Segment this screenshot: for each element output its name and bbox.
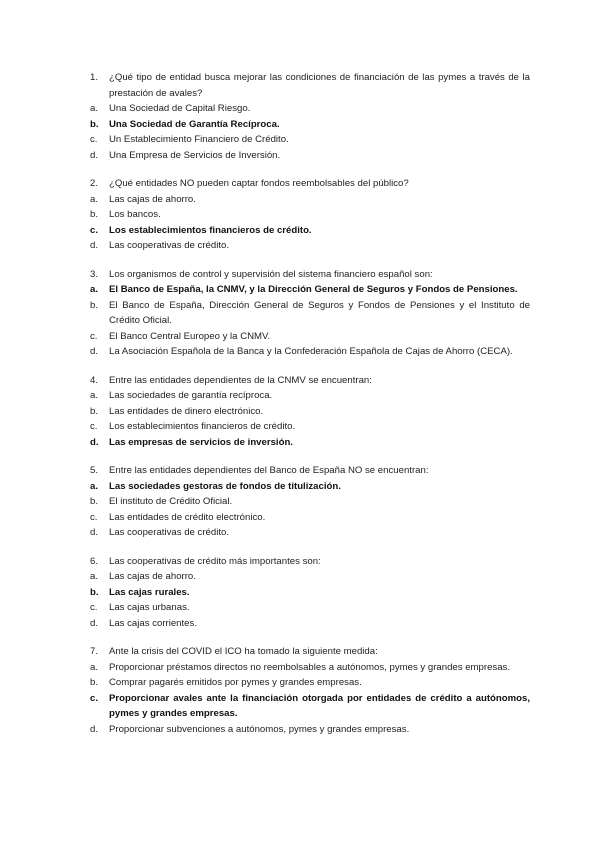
answer-option — [90, 148, 530, 164]
answer-option — [90, 101, 530, 117]
answer-option-correct — [90, 479, 530, 495]
question-row — [90, 373, 530, 389]
option-letter: c. — [90, 134, 98, 145]
answer-option — [90, 192, 530, 208]
option-text: La Asociación Española de la Banca y la Confederación Española de Cajas de Ahorro (CECA). — [109, 346, 513, 357]
option-text: Las cajas corrientes. — [109, 617, 197, 629]
answer-option — [90, 525, 530, 541]
option-letter: c. — [90, 692, 99, 704]
answer-option-correct — [90, 117, 530, 133]
question-number: 7. — [90, 646, 99, 657]
question-row — [90, 70, 530, 101]
option-letter: b. — [90, 299, 99, 311]
option-text: Las cooperativas de crédito. — [109, 240, 229, 251]
question-block — [90, 267, 530, 360]
option-text: Un Establecimiento Financiero de Crédito. — [109, 134, 289, 145]
answer-option — [90, 207, 530, 223]
question-row — [90, 463, 530, 479]
answer-option-correct — [90, 435, 530, 451]
option-text: El Banco de España, Dirección General de Seguros y Fondos de Pensiones y el Instituto de Crédito Oficial. — [109, 299, 530, 326]
answer-option — [90, 722, 530, 738]
option-text: El Banco de España, la CNMV, y la Dirección General de Seguros y Fondos de Pensiones. — [109, 284, 518, 295]
option-letter: c. — [90, 602, 98, 613]
option-text: Una Empresa de Servicios de Inversión. — [109, 149, 281, 161]
option-letter: d. — [90, 723, 99, 735]
option-text: Las cajas rurales. — [109, 586, 190, 598]
option-text: Los establecimientos financieros de crédito. — [109, 421, 296, 432]
option-text: Las sociedades de garantía recíproca. — [109, 390, 273, 401]
question-row — [90, 176, 530, 192]
question-number: 5. — [90, 465, 99, 476]
answer-option — [90, 388, 530, 404]
option-text: Proporcionar avales ante la financiación otorgada por entidades de crédito a autónomos, pymes y grandes empresas. — [109, 692, 530, 719]
option-letter: c. — [90, 330, 98, 342]
question-block — [90, 373, 530, 451]
option-text: El instituto de Crédito Oficial. — [109, 496, 233, 507]
question-text: Las cooperativas de crédito más importantes son: — [109, 555, 321, 567]
option-letter: a. — [90, 390, 99, 401]
option-letter: d. — [90, 149, 99, 161]
quiz-content — [90, 70, 530, 750]
option-letter: b. — [90, 496, 99, 507]
question-text: Entre las entidades dependientes de la CNMV se encuentran: — [109, 374, 372, 386]
option-letter: d. — [90, 346, 99, 357]
question-block — [90, 70, 530, 163]
question-number: 4. — [90, 374, 99, 386]
answer-option — [90, 329, 530, 345]
option-text: Los establecimientos financieros de crédito. — [109, 224, 312, 236]
option-letter: b. — [90, 677, 99, 688]
answer-option-correct — [90, 585, 530, 601]
answer-option — [90, 344, 530, 360]
question-number: 1. — [90, 72, 99, 83]
option-text: Las sociedades gestoras de fondos de titulización. — [109, 480, 341, 492]
question-text: ¿Qué entidades NO pueden captar fondos reembolsables del público? — [109, 178, 409, 189]
option-letter: d. — [90, 527, 99, 538]
question-number: 2. — [90, 178, 99, 189]
question-row — [90, 644, 530, 660]
question-text: Los organismos de control y supervisión del sistema financiero español son: — [109, 268, 433, 280]
option-letter: d. — [90, 617, 99, 629]
question-row — [90, 554, 530, 570]
option-text: El Banco Central Europeo y la CNMV. — [109, 330, 271, 342]
option-letter: d. — [90, 436, 99, 448]
option-text: Proporcionar préstamos directos no reembolsables a autónomos, pymes y grandes empresas. — [109, 661, 511, 673]
option-letter: b. — [90, 118, 99, 130]
answer-option-correct — [90, 282, 530, 298]
answer-option — [90, 600, 530, 616]
answer-option — [90, 419, 530, 435]
answer-option — [90, 616, 530, 632]
answer-option — [90, 132, 530, 148]
question-block — [90, 176, 530, 254]
option-text: Las entidades de dinero electrónico. — [109, 405, 264, 417]
answer-option-correct — [90, 223, 530, 239]
option-text: Una Sociedad de Capital Riesgo. — [109, 103, 251, 114]
option-letter: a. — [90, 103, 99, 114]
option-letter: a. — [90, 480, 99, 492]
question-text: Entre las entidades dependientes del Banco de España NO se encuentran: — [109, 465, 429, 476]
question-block — [90, 463, 530, 541]
option-letter: b. — [90, 586, 99, 598]
answer-option — [90, 510, 530, 526]
answer-option — [90, 298, 530, 329]
question-number: 6. — [90, 555, 99, 567]
answer-option — [90, 238, 530, 254]
option-letter: a. — [90, 661, 99, 673]
option-text: Una Sociedad de Garantía Recíproca. — [109, 118, 280, 130]
question-block — [90, 554, 530, 632]
option-text: Las empresas de servicios de inversión. — [109, 436, 293, 448]
question-text: ¿Qué tipo de entidad busca mejorar las condiciones de financiación de las pymes a través de la prestación de avales? — [109, 72, 530, 99]
question-block — [90, 644, 530, 737]
option-letter: a. — [90, 571, 99, 582]
option-letter: c. — [90, 511, 98, 523]
option-text: Las cajas urbanas. — [109, 602, 190, 613]
answer-option — [90, 675, 530, 691]
option-text: Comprar pagarés emitidos por pymes y grandes empresas. — [109, 677, 362, 688]
question-text: Ante la crisis del COVID el ICO ha tomado la siguiente medida: — [109, 646, 378, 657]
question-row — [90, 267, 530, 283]
option-letter: c. — [90, 224, 99, 236]
question-number: 3. — [90, 268, 99, 280]
option-text: Las cajas de ahorro. — [109, 571, 196, 582]
option-letter: b. — [90, 405, 99, 417]
answer-option — [90, 569, 530, 585]
answer-option — [90, 494, 530, 510]
option-text: Las cajas de ahorro. — [109, 193, 196, 205]
option-text: Las entidades de crédito electrónico. — [109, 511, 266, 523]
option-letter: b. — [90, 209, 99, 220]
option-text: Las cooperativas de crédito. — [109, 527, 229, 538]
answer-option — [90, 404, 530, 420]
option-letter: a. — [90, 284, 99, 295]
option-letter: d. — [90, 240, 99, 251]
option-letter: c. — [90, 421, 98, 432]
answer-option-correct — [90, 691, 530, 722]
answer-option — [90, 660, 530, 676]
option-text: Proporcionar subvenciones a autónomos, pymes y grandes empresas. — [109, 723, 410, 735]
option-text: Los bancos. — [109, 209, 161, 220]
option-letter: a. — [90, 193, 99, 205]
